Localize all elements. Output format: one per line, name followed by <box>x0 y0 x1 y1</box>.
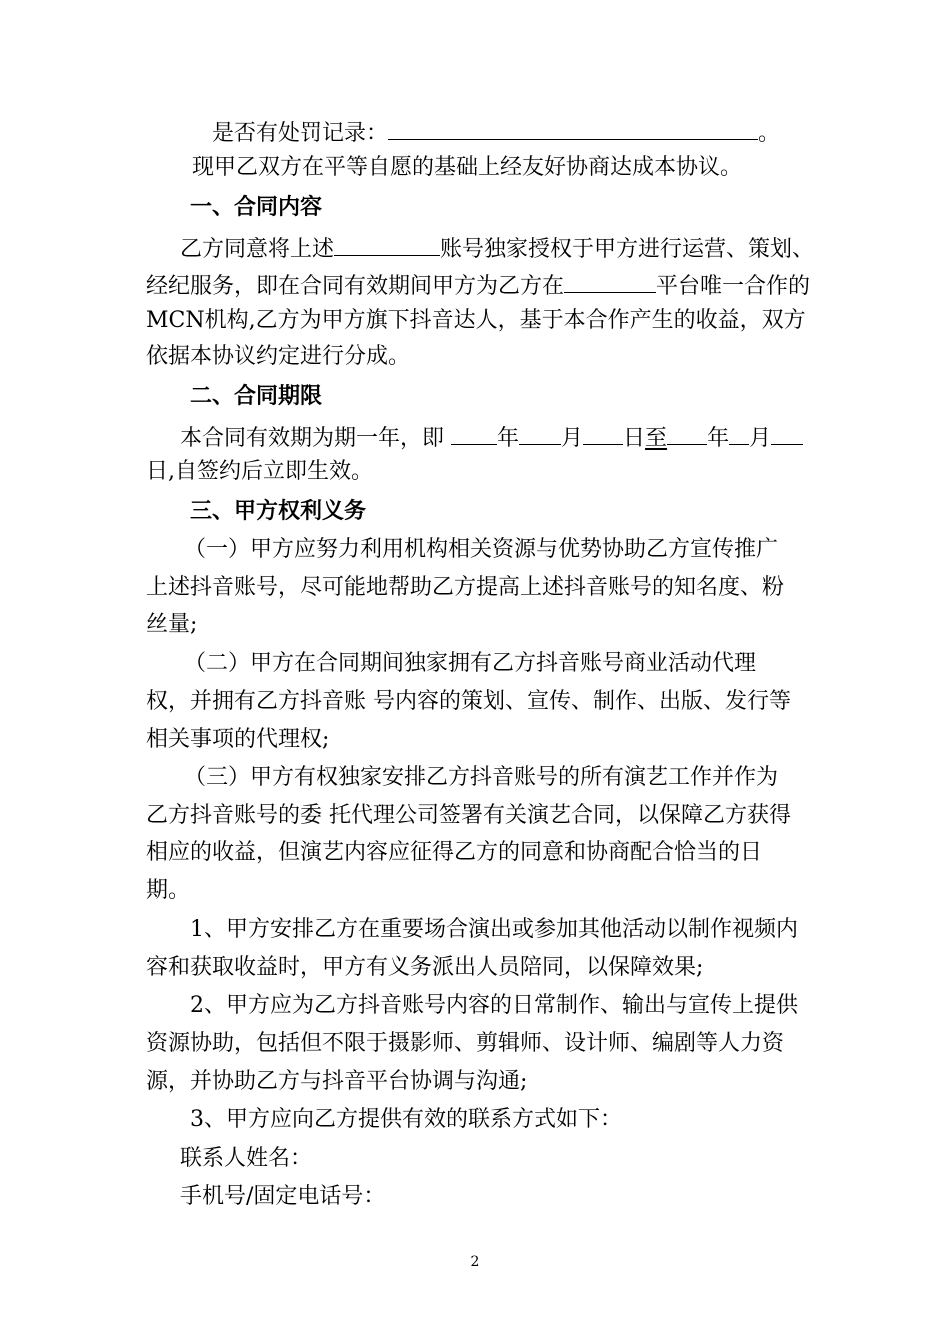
start-day-blank <box>583 420 623 445</box>
start-year-blank <box>451 420 497 445</box>
term-dates-line <box>180 420 803 454</box>
paragraph-line: 权，并拥有乙方抖音账 号内容的策划、宣传、制作、出版、发行等 <box>146 689 791 714</box>
paragraph-line: 期。 <box>146 878 191 903</box>
text-segment: 月 <box>561 426 584 451</box>
paragraph-line: 1、甲方安排乙方在重要场合演出或参加其他活动以制作视频内 <box>190 917 798 942</box>
paragraph-line <box>146 268 810 302</box>
start-month-blank <box>519 420 561 445</box>
paragraph-line: 相应的收益，但演艺内容应征得乙方的同意和协商配合恰当的日 <box>146 840 763 865</box>
paragraph-line: 3、甲方应向乙方提供有效的联系方式如下： <box>190 1107 622 1132</box>
paragraph-line: 日,自签约后立即生效。 <box>146 459 373 484</box>
contact-name-label: 联系人姓名： <box>180 1146 313 1171</box>
paragraph-line: （三）甲方有权独家安排乙方抖音账号的所有演艺工作并作为 <box>184 765 779 790</box>
paragraph-line: （二）甲方在合同期间独家拥有乙方抖音账号商业活动代理 <box>184 651 757 676</box>
text-segment: 账号独家授权于甲方进行运营、策划、 <box>440 237 815 262</box>
account-blank <box>334 231 440 256</box>
text-segment: 本合同有效期为期一年，即 <box>180 426 451 451</box>
paragraph-line: 源，并协助乙方与抖音平台协调与沟通; <box>146 1069 528 1094</box>
paragraph-line: 相关事项的代理权; <box>146 727 330 752</box>
platform-blank <box>564 268 656 293</box>
text-segment: 至 <box>645 426 668 451</box>
paragraph-line: 容和获取收益时，甲方有义务派出人员陪同，以保障效果; <box>146 955 704 980</box>
end-day-blank <box>771 420 803 445</box>
paragraph-line: 2、甲方应为乙方抖音账号内容的日常制作、输出与宣传上提供 <box>190 993 798 1018</box>
paragraph-line: （一）甲方应努力利用机构相关资源与优势协助乙方宣传推广 <box>184 537 779 562</box>
paragraph-line: 依据本协议约定进行分成。 <box>146 344 411 369</box>
section-heading-1: 一、合同内容 <box>190 194 323 220</box>
end-year-blank <box>667 420 707 445</box>
penalty-record-blank <box>388 115 758 140</box>
text-segment: 乙方同意将上述 <box>180 237 335 262</box>
section-heading-3: 三、甲方权利义务 <box>190 498 367 524</box>
text-segment: 年 <box>497 426 520 451</box>
penalty-record-end: 。 <box>758 121 781 146</box>
end-month-blank <box>729 420 749 445</box>
text-segment: 日 <box>623 426 646 451</box>
paragraph-line: 丝量; <box>146 612 198 637</box>
paragraph-line: 资源协助，包括但不限于摄影师、剪辑师、设计师、编剧等人力资 <box>146 1031 785 1056</box>
agreement-intro: 现甲乙双方在平等自愿的基础上经友好协商达成本协议。 <box>192 155 743 180</box>
paragraph-line <box>180 231 814 265</box>
text-segment: 年 <box>707 426 730 451</box>
page-number: 2 <box>470 1254 480 1270</box>
paragraph-line: MCN机构,乙方为甲方旗下抖音达人，基于本合作产生的收益，双方 <box>146 308 806 333</box>
penalty-record-label: 是否有处罚记录： <box>212 121 389 146</box>
text-segment: 经纪服务，即在合同有效期间甲方为乙方在 <box>146 274 565 299</box>
text-segment: 月 <box>749 426 772 451</box>
text-segment: 平台唯一合作的 <box>656 274 811 299</box>
paragraph-line: 乙方抖音账号的委 托代理公司签署有关演艺合同，以保障乙方获得 <box>146 803 791 828</box>
penalty-record-line <box>212 115 780 149</box>
paragraph-line: 上述抖音账号，尽可能地帮助乙方提高上述抖音账号的知名度、粉 <box>146 575 785 600</box>
section-heading-2: 二、合同期限 <box>190 383 323 409</box>
contact-phone-label: 手机号/固定电话号： <box>180 1184 386 1209</box>
